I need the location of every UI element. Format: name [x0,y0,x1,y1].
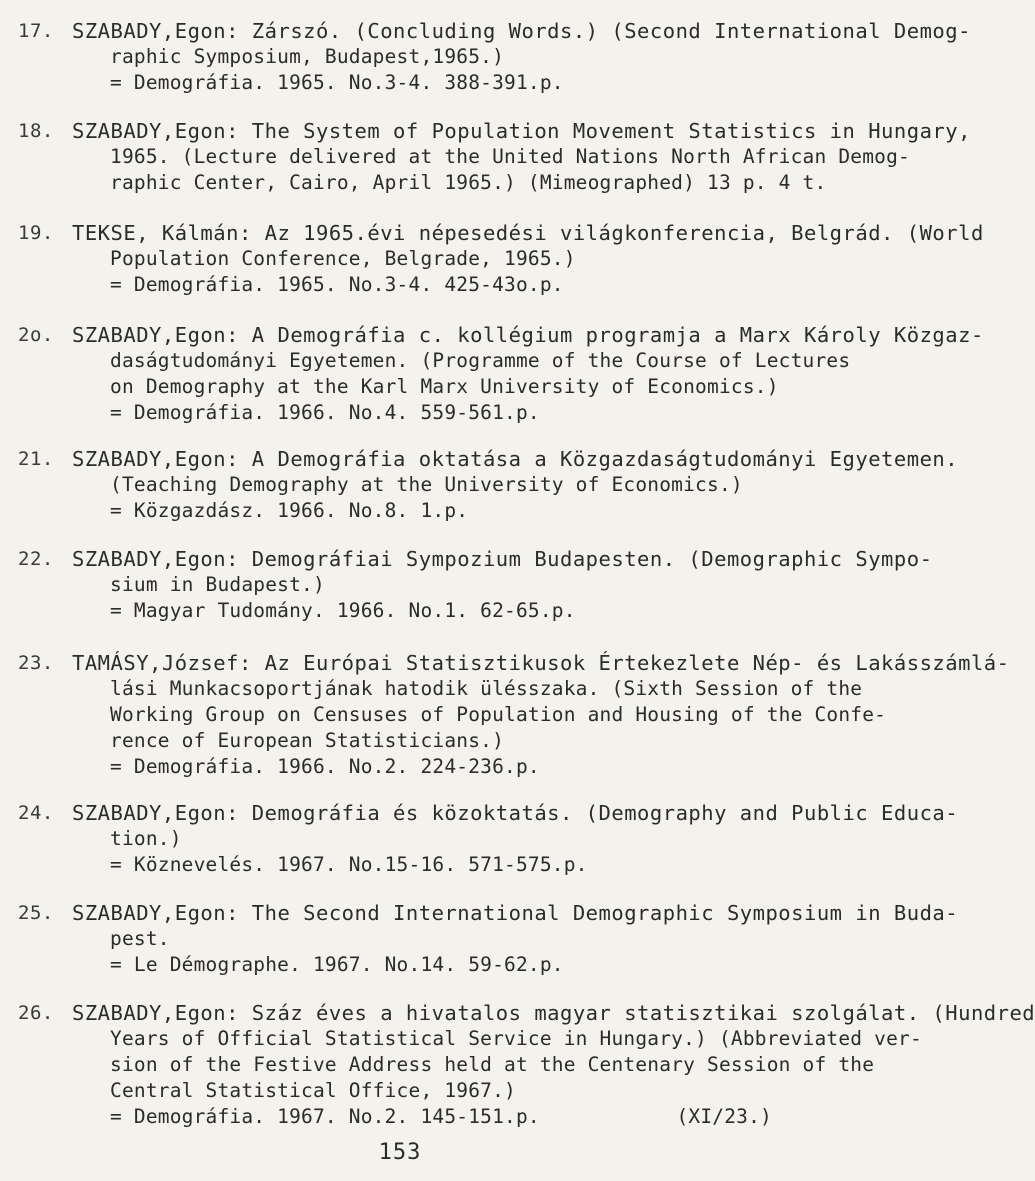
entry-line: = Demográfia. 1965. No.3-4. 425-43o.p. [110,273,564,296]
entry-line: TAMÁSY,József: Az Európai Statisztikusok Értekezlete Nép- és Lakásszámlá- [72,651,1010,675]
entry-line: TEKSE, Kálmán: Az 1965.évi népesedési világkonferencia, Belgrád. (World [72,221,984,245]
entry-line: raphic Center, Cairo, April 1965.) (Mimeographed) 13 p. 4 t. [110,171,827,194]
entry-line: on Demography at the Karl Marx University of Economics.) [110,375,779,398]
entry-line: rence of European Statisticians.) [110,729,505,752]
entry-line: tion.) [110,827,182,850]
entry-number: 25. [18,902,54,924]
entry-line: SZABADY,Egon: The Second International Demographic Symposium in Buda- [72,901,959,925]
entry-text [72,900,959,978]
entry-text [72,546,933,624]
entry-text [72,446,959,524]
entry-line: SZABADY,Egon: Demográfiai Sympozium Budapesten. (Demographic Sympo- [72,547,933,571]
entry-number: 18. [18,120,54,142]
entry-note: (XI/23.) [676,1105,772,1128]
entry-line: Working Group on Censuses of Population and Housing of the Confe- [110,703,887,726]
entry-number: 21. [18,448,54,470]
entry-line: sium in Budapest.) [110,573,325,596]
entry-line: SZABADY,Egon: Száz éves a hivatalos magyar statisztikai szolgálat. (Hundred [72,1001,1035,1025]
entry-line: = Le Démographe. 1967. No.14. 59-62.p. [110,953,564,976]
entry-number: 22. [18,548,54,570]
entry-line: lási Munkacsoportjának hatodik ülésszaka. (Sixth Session of the [110,677,863,700]
entry-line: SZABADY,Egon: Demográfia és közoktatás. (Demography and Public Educa- [72,801,959,825]
entry-number: 26. [18,1002,54,1024]
entry-number: 2o. [18,324,54,346]
entry-number: 23. [18,652,54,674]
entry-line: SZABADY,Egon: A Demográfia oktatása a Közgazdaságtudományi Egyetemen. [72,447,959,471]
entry-text [72,18,971,96]
entry-line: = Demográfia. 1967. No.2. 145-151.p. (XI/23.) [110,1105,772,1128]
entry-line: = Demográfia. 1965. No.3-4. 388-391.p. [110,71,564,94]
entry-text [72,800,959,878]
entry-line: raphic Symposium, Budapest,1965.) [110,45,505,68]
entry-number: 17. [18,20,54,42]
entry-line: = Demográfia. 1966. No.4. 559-561.p. [110,401,540,424]
entry-line: = Magyar Tudomány. 1966. No.1. 62-65.p. [110,599,576,622]
entry-line: daságtudományi Egyetemen. (Programme of the Course of Lectures [110,349,851,372]
entry-number: 24. [18,802,54,824]
entry-text [72,322,984,426]
entry-line: SZABADY,Egon: A Demográfia c. kollégium programja a Marx Károly Közgaz- [72,323,984,347]
entry-text [72,650,1010,780]
entry-line: Population Conference, Belgrade, 1965.) [110,247,576,270]
entry-line: Years of Official Statistical Service in Hungary.) (Abbreviated ver- [110,1027,922,1050]
entry-line: = Köznevelés. 1967. No.15-16. 571-575.p. [110,853,588,876]
entry-line: = Demográfia. 1966. No.2. 224-236.p. [110,755,540,778]
entry-line: Central Statistical Office, 1967.) [110,1079,516,1102]
entry-number: 19. [18,222,54,244]
entry-text [72,220,984,298]
entry-text [72,1000,1035,1130]
entry-line: (Teaching Demography at the University of Economics.) [110,473,743,496]
page-number: 153 [378,1140,422,1165]
entry-line: 1965. (Lecture delivered at the United Nations North African Demog- [110,145,910,168]
entry-line: SZABADY,Egon: The System of Population Movement Statistics in Hungary, [72,119,971,143]
entry-text [72,118,971,196]
entry-line: pest. [110,927,170,950]
entry-line: = Közgazdász. 1966. No.8. 1.p. [110,499,469,522]
entry-line: SZABADY,Egon: Zárszó. (Concluding Words.) (Second International Demog- [72,19,971,43]
entry-line: sion of the Festive Address held at the Centenary Session of the [110,1053,875,1076]
